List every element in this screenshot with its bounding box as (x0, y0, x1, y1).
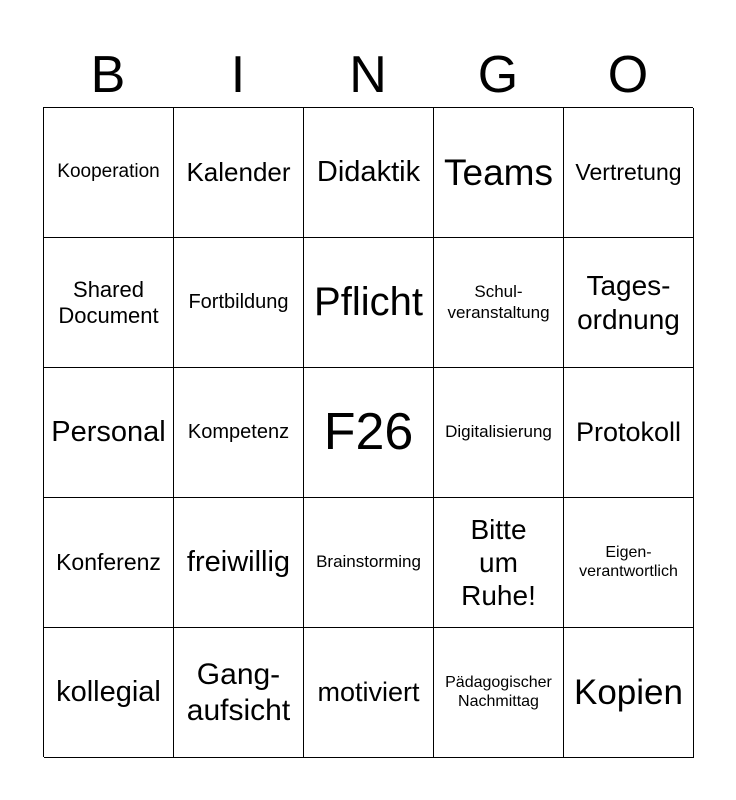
bingo-cell-text: motiviert (317, 676, 420, 707)
header-letter-o: O (607, 46, 649, 104)
bingo-free-cell[interactable] (304, 368, 434, 498)
header-letter-g: G (477, 46, 519, 104)
bingo-cell-text: Gang- aufsicht (186, 658, 291, 727)
bingo-cell-text: Bitte um Ruhe! (461, 513, 536, 612)
bingo-cell-text: Eigen- verantwortlich (579, 543, 678, 580)
bingo-card-grid (43, 107, 693, 757)
header-letter-n: N (349, 46, 387, 104)
bingo-cell-text: Didaktik (316, 156, 421, 189)
bingo-cell[interactable] (304, 628, 434, 758)
bingo-cell[interactable] (564, 628, 694, 758)
bingo-cell[interactable] (44, 108, 174, 238)
bingo-cell[interactable] (44, 498, 174, 628)
bingo-cell[interactable] (564, 108, 694, 238)
bingo-cell[interactable] (564, 498, 694, 628)
bingo-cell-text: F26 (323, 402, 414, 461)
bingo-cell-text: Pädagogischer Nachmittag (445, 673, 552, 710)
bingo-cell-text: Protokoll (575, 416, 682, 447)
bingo-cell-text: Teams (444, 151, 553, 193)
bingo-cell[interactable] (434, 108, 564, 238)
bingo-cell-text: Personal (51, 416, 166, 449)
bingo-cell-text: Pflicht (314, 279, 423, 324)
bingo-cell[interactable] (174, 498, 304, 628)
bingo-cell[interactable] (174, 368, 304, 498)
bingo-cell[interactable] (174, 108, 304, 238)
bingo-cell[interactable] (304, 498, 434, 628)
bingo-cell[interactable] (434, 498, 564, 628)
header-letter-b: B (90, 46, 126, 104)
bingo-cell[interactable] (44, 628, 174, 758)
bingo-cell[interactable] (564, 238, 694, 368)
bingo-cell-text: freiwillig (186, 546, 291, 579)
bingo-header (43, 42, 693, 108)
bingo-cell-text: Konferenz (56, 548, 161, 575)
bingo-cell[interactable] (174, 238, 304, 368)
bingo-cell-text: Kalender (186, 157, 291, 188)
bingo-cell-text: Kopien (574, 672, 683, 712)
bingo-cell[interactable] (304, 238, 434, 368)
bingo-cell[interactable] (564, 368, 694, 498)
header-letter-i: I (230, 46, 246, 104)
bingo-cell[interactable] (434, 238, 564, 368)
bingo-cell-text: Fortbildung (188, 290, 289, 313)
bingo-cell[interactable] (434, 368, 564, 498)
bingo-cell[interactable] (44, 238, 174, 368)
bingo-cell-text: Kompetenz (187, 420, 290, 443)
bingo-cell[interactable] (174, 628, 304, 758)
bingo-cell[interactable] (434, 628, 564, 758)
bingo-cell[interactable] (304, 108, 434, 238)
bingo-cell[interactable] (44, 368, 174, 498)
bingo-cell-text: Schul- veranstaltung (447, 282, 550, 322)
bingo-cell-text: Digitalisierung (445, 422, 552, 442)
bingo-cell-text: Vertretung (575, 158, 682, 185)
bingo-cell-text: Kooperation (57, 161, 160, 183)
bingo-cell-text: Tages- ordnung (577, 270, 680, 335)
bingo-cell-text: kollegial (56, 676, 161, 709)
bingo-cell-text: Shared Document (58, 276, 159, 328)
bingo-cell-text: Brainstorming (316, 552, 421, 572)
